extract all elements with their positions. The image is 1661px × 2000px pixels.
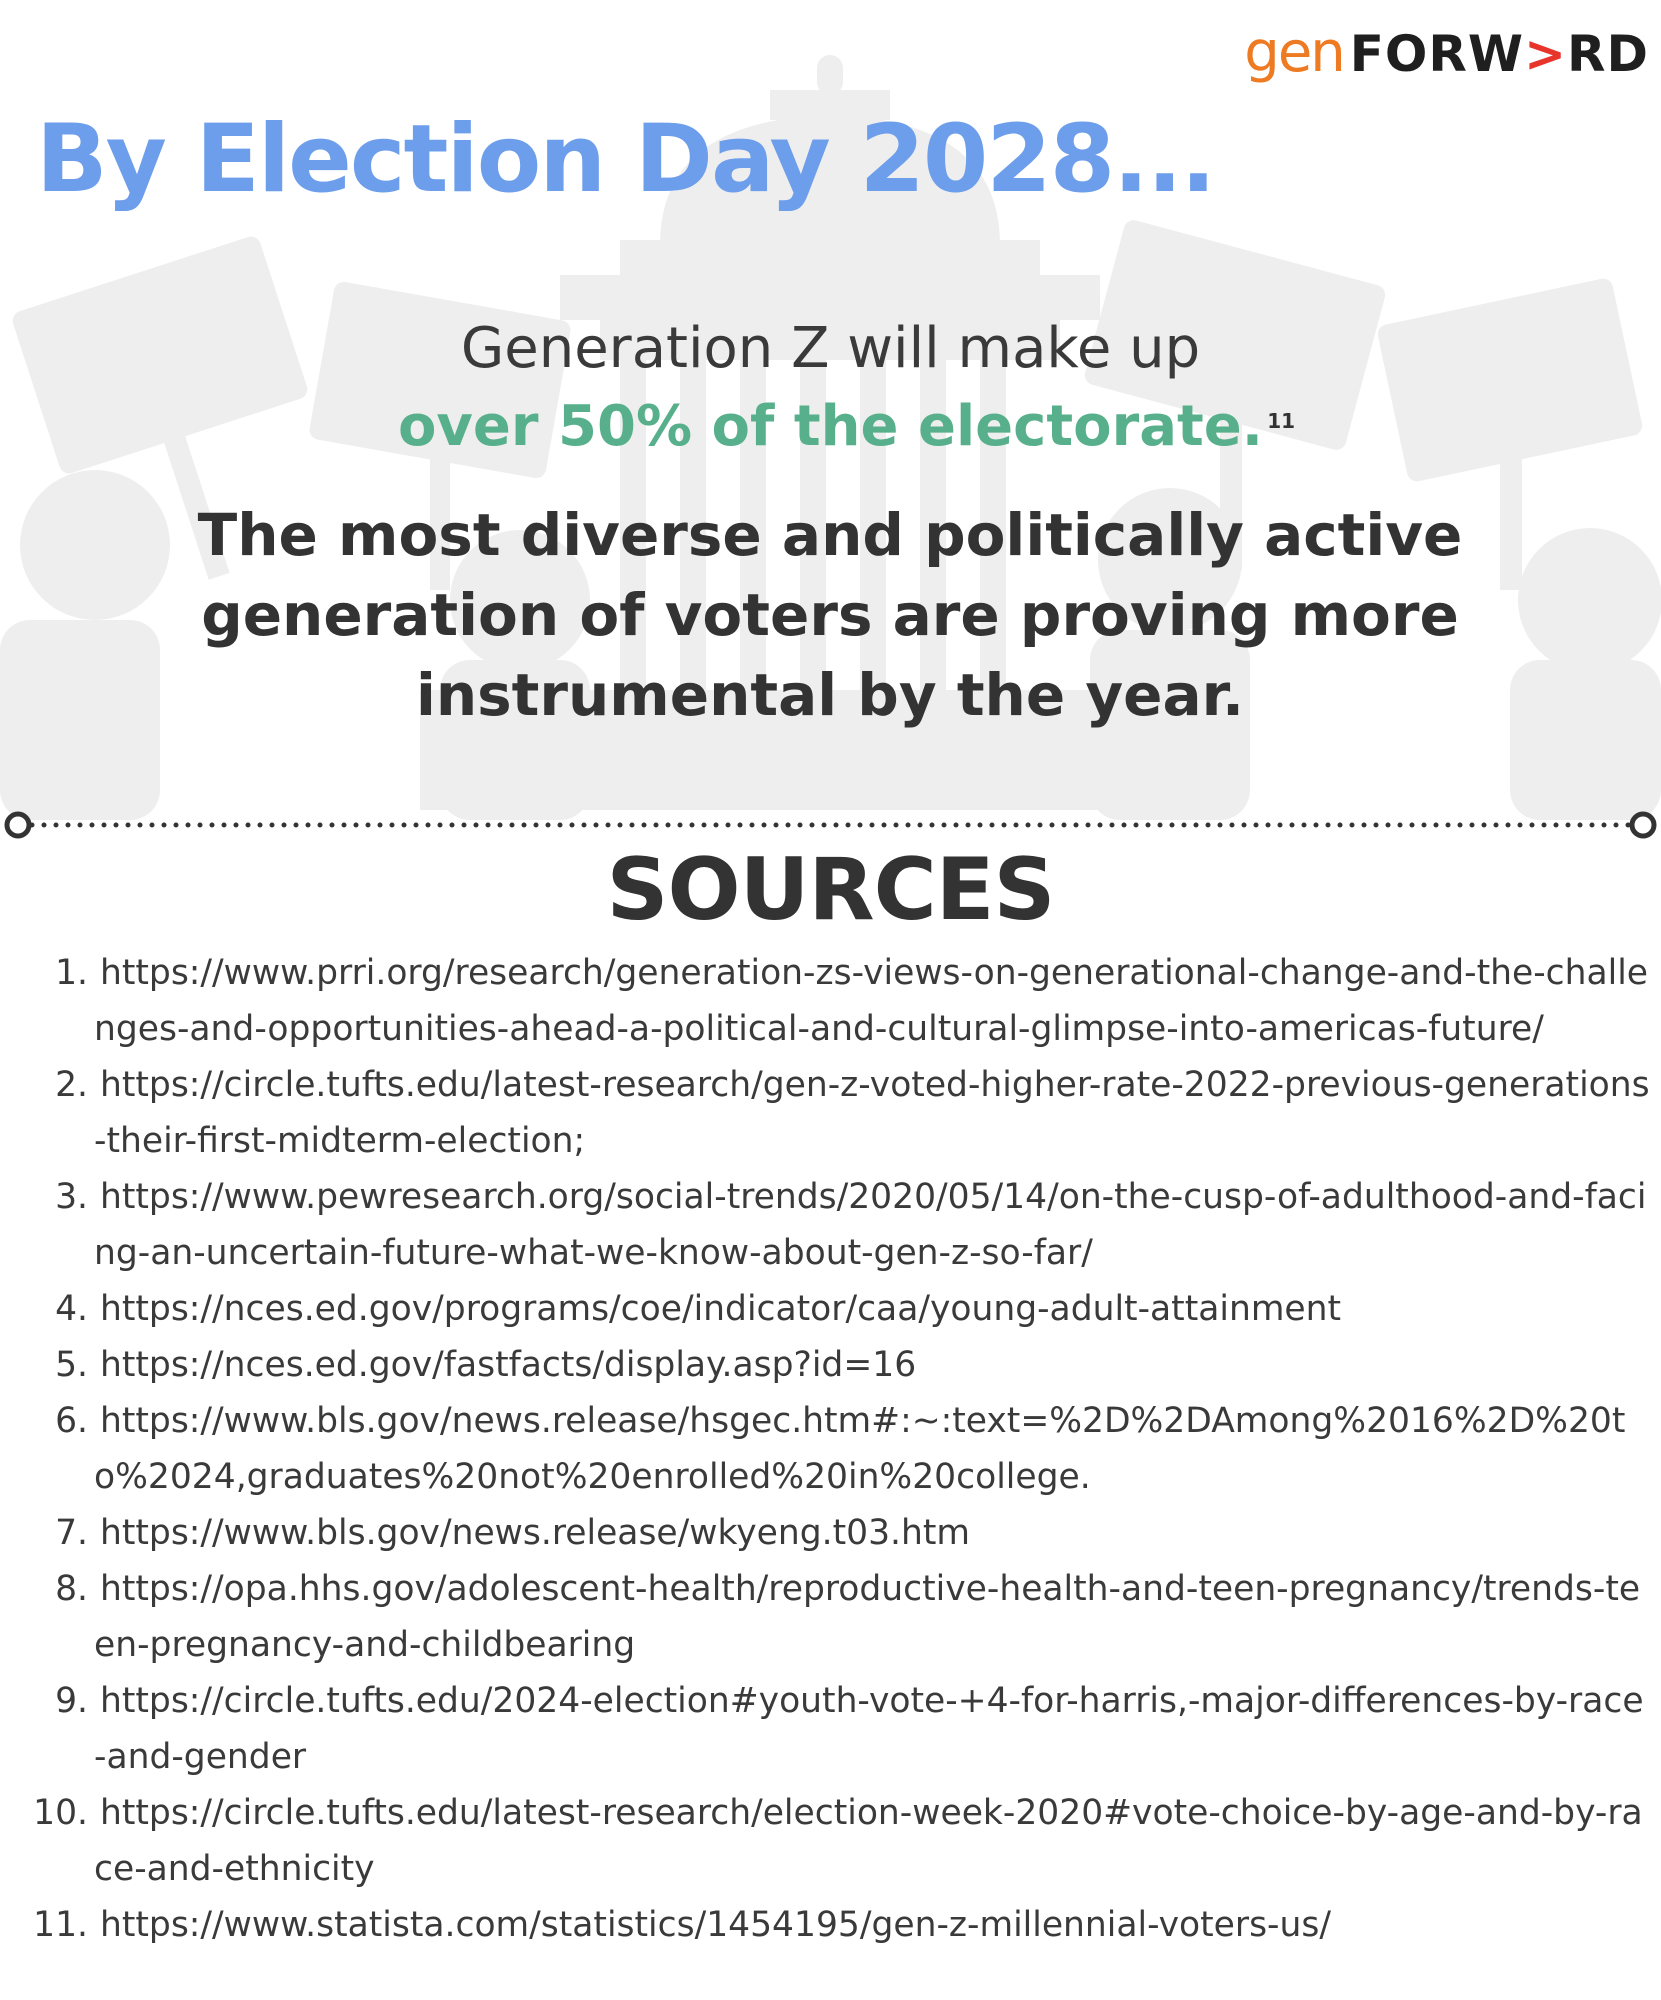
source-item[interactable]	[30, 1057, 1655, 1169]
genforward-logo	[1244, 18, 1649, 89]
source-number: 5.	[55, 1345, 88, 1385]
source-link[interactable]: https://opa.hhs.gov/adolescent-health/reproductive-health-and-teen-pregnancy/trends-teen-pregnancy-and-childbearing	[94, 1569, 1641, 1665]
source-item[interactable]	[30, 1673, 1655, 1785]
source-link[interactable]: https://www.pewresearch.org/social-trends/2020/05/14/on-the-cusp-of-adulthood-and-facing-an-uncertain-future-what-we-know-about-gen-z-so-far/	[94, 1177, 1647, 1273]
source-number: 11.	[33, 1905, 88, 1945]
source-item[interactable]	[30, 1505, 1655, 1561]
source-link[interactable]: https://www.statista.com/statistics/1454195/gen-z-millennial-voters-us/	[100, 1905, 1331, 1945]
logo-gen-text: gen	[1244, 20, 1344, 85]
source-item[interactable]	[30, 945, 1655, 1057]
sources-list	[30, 945, 1655, 1953]
logo-forward-text	[1350, 25, 1649, 83]
source-number: 1.	[55, 953, 88, 993]
stat-line-1: Generation Z will make up	[460, 316, 1201, 381]
sources-title: SOURCES	[606, 840, 1055, 940]
source-link[interactable]: https://circle.tufts.edu/2024-election#youth-vote-+4-for-harris,-major-differences-by-race-and-gender	[94, 1681, 1644, 1777]
source-number: 8.	[55, 1569, 88, 1609]
source-link[interactable]: https://circle.tufts.edu/latest-research/gen-z-voted-higher-rate-2022-previous-generations-their-first-midterm-election;	[94, 1065, 1650, 1161]
source-link[interactable]: https://nces.ed.gov/programs/coe/indicator/caa/young-adult-attainment	[100, 1289, 1342, 1329]
source-number: 10.	[33, 1793, 88, 1833]
logo-arrow: >	[1524, 25, 1567, 83]
source-number: 6.	[55, 1401, 88, 1441]
stat-line-2-text: over 50% of the electorate.	[397, 394, 1264, 459]
source-link[interactable]: https://nces.ed.gov/fastfacts/display.asp?id=16	[100, 1345, 917, 1385]
logo-forward-pre: FORW	[1349, 25, 1525, 83]
source-item[interactable]	[30, 1169, 1655, 1281]
stat-line-2	[397, 388, 1296, 466]
source-item[interactable]	[30, 1897, 1655, 1953]
electorate-stat	[0, 310, 1661, 466]
source-item[interactable]	[30, 1393, 1655, 1505]
source-number: 4.	[55, 1289, 88, 1329]
source-item[interactable]	[30, 1561, 1655, 1673]
source-item[interactable]	[30, 1337, 1655, 1393]
claim-text: The most diverse and politically active generation of voters are proving more instrumental by the year.	[197, 501, 1463, 729]
source-link[interactable]: https://www.bls.gov/news.release/hsgec.htm#:~:text=%2D%2DAmong%2016%2D%20to%2024,graduates%20not%20enrolled%20in%20college.	[94, 1401, 1626, 1497]
source-link[interactable]: https://www.bls.gov/news.release/wkyeng.t03.htm	[100, 1513, 970, 1553]
page-headline: By Election Day 2028...	[36, 105, 1215, 214]
logo-forward-post: RD	[1566, 25, 1649, 83]
stat-footnote: 11	[1267, 409, 1296, 433]
source-item[interactable]	[30, 1785, 1655, 1897]
source-number: 3.	[55, 1177, 88, 1217]
source-link[interactable]: https://circle.tufts.edu/latest-research/election-week-2020#vote-choice-by-age-and-by-race-and-ethnicity	[94, 1793, 1643, 1889]
source-number: 7.	[55, 1513, 88, 1553]
source-number: 2.	[55, 1065, 88, 1105]
source-item[interactable]	[30, 1281, 1655, 1337]
source-link[interactable]: https://www.prri.org/research/generation-zs-views-on-generational-change-and-the-challenges-and-opportunities-ahead-a-political-and-cultural-glimpse-into-americas-future/	[94, 953, 1649, 1049]
source-number: 9.	[55, 1681, 88, 1721]
